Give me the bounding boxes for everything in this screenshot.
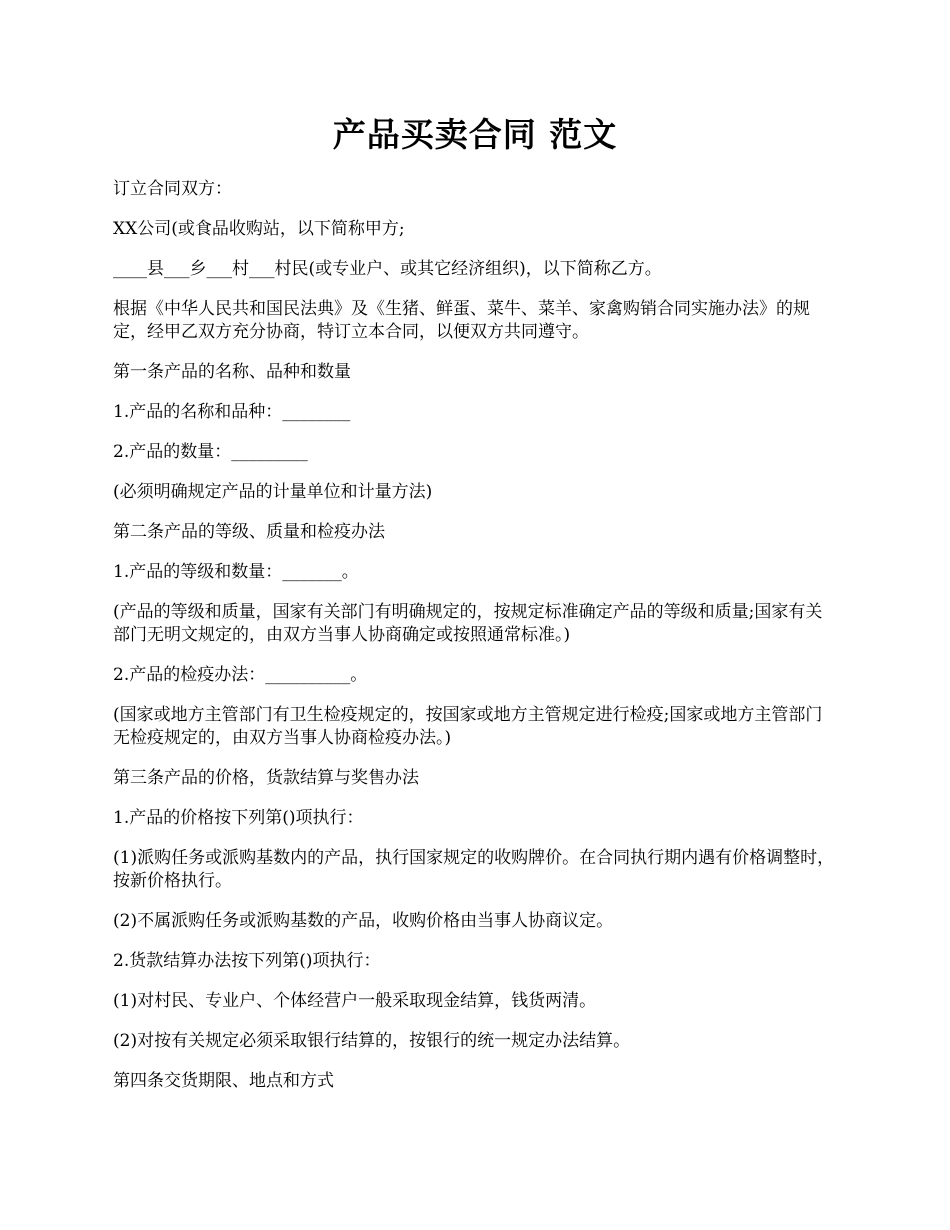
article-1-item-2: 2.产品的数量：_________ <box>113 442 308 462</box>
article-3-heading: 第三条产品的价格，货款结算与奖售办法 <box>113 768 419 788</box>
article-1-heading: 第一条产品的名称、品种和数量 <box>113 362 351 382</box>
paragraph-party-a: XX公司(或食品收购站，以下简称甲方; <box>113 219 405 239</box>
article-2-item-1: 1.产品的等级和数量：_______。 <box>113 562 359 582</box>
paragraph-parties-heading: 订立合同双方： <box>113 179 232 199</box>
article-3-item-1: 1.产品的价格按下列第()项执行： <box>113 808 364 828</box>
article-2-heading: 第二条产品的等级、质量和检疫办法 <box>113 522 385 542</box>
paragraph-party-b: ____县___乡___村___村民(或专业户、或其它经济组织)，以下简称乙方。 <box>113 259 662 279</box>
article-3-item-2-option-2: (2)对按有关规定必须采取银行结算的，按银行的统一规定办法结算。 <box>113 1031 631 1051</box>
article-1-item-1: 1.产品的名称和品种：________ <box>113 402 351 422</box>
document-body <box>113 178 837 1110</box>
paragraph-preamble: 根据《中华人民共和国民法典》及《生猪、鲜蛋、菜牛、菜羊、家禽购销合同实施办法》的规定，经甲乙双方充分协商，特订立本合同，以便双方共同遵守。 <box>113 299 810 342</box>
article-4-heading: 第四条交货期限、地点和方式 <box>113 1071 334 1091</box>
article-3-item-1-option-2: (2)不属派购任务或派购基数的产品，收购价格由当事人协商议定。 <box>113 911 614 931</box>
article-3-item-2: 2.货款结算办法按下列第()项执行： <box>113 951 381 971</box>
article-2-item-2: 2.产品的检疫办法：__________。 <box>113 665 368 685</box>
article-2-note-1: (产品的等级和质量，国家有关部门有明确规定的，按规定标准确定产品的等级和质量;国家有关部门无明文规定的，由双方当事人协商确定或按照通常标准。) <box>113 602 823 645</box>
document-title: 产品买卖合同 范文 <box>332 115 618 154</box>
article-3-item-1-option-1: (1)派购任务或派购基数内的产品，执行国家规定的收购牌价。在合同执行期内遇有价格调整时，按新价格执行。 <box>113 848 835 891</box>
article-2-note-2: (国家或地方主管部门有卫生检疫规定的，按国家或地方主管规定进行检疫;国家或地方主管部门无检疫规定的，由双方当事人协商检疫办法。) <box>113 705 823 748</box>
article-3-item-2-option-1: (1)对村民、专业户、个体经营户一般采取现金结算，钱货两清。 <box>113 991 597 1011</box>
article-1-note: (必须明确规定产品的计量单位和计量方法) <box>113 482 433 502</box>
